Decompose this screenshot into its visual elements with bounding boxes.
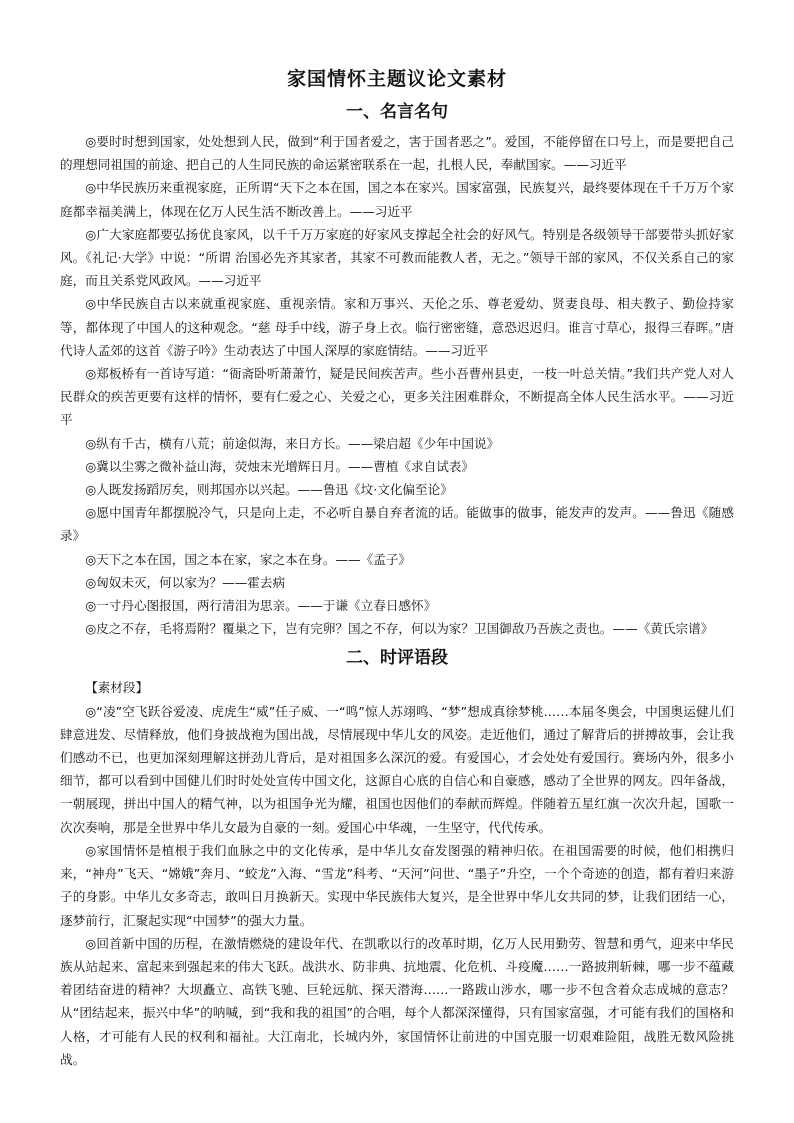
commentary-paragraph: ◎家国情怀是植根于我们血脉之中的文化传承，是中华儿女奋发图强的精神归依。在祖国需要的时候，他们相携归来，“神舟”飞天、“嫦娥”奔月、“蛟龙”入海、“雪龙”科考、“天河”问世、“墨子”升空，一个个奇迹的创造，都有着归来游子的身影。中华儿女多奇志，敢叫日月换新天。实现中华民族伟大复兴，是全世界中华儿女共同的梦，让我们团结一心，逐梦前行，汇聚起实现“中国梦”的强大力量。 <box>60 842 734 928</box>
quote-paragraph: ◎冀以尘雾之微补益山海，荧烛末光增辉日月。——曹植《求自试表》 <box>85 458 474 474</box>
document-title: 家国情怀主题议论文素材 <box>286 68 507 90</box>
quote-paragraph: ◎要时时想到国家，处处想到人民，做到“利于国者爱之，害于国者恶之”。爱国，不能停留在口号上，而是要把自己的理想同祖国的前途、把自己的人生同民族的命运紧密联系在一起，扎根人民，奉献国家。——习近平 <box>60 134 734 173</box>
quote-paragraph: ◎中华民族自古以来就重视家庭、重视亲情。家和万事兴、天伦之乐、尊老爱幼、贤妻良母、相夫教子、勤俭持家等，都体现了中国人的这种观念。“慈 母手中线，游子身上衣。临行密密缝，意恐迟迟归。谁言寸草心，报得三春晖。”唐代诗人孟郊的这首《游子吟》生动表达了中国人深厚的家庭情结。——习近平 <box>60 296 734 358</box>
quote-paragraph: ◎中华民族历来重视家庭，正所谓“天下之本在国，国之本在家兴。国家富强，民族复兴，最终要体现在千千万万个家庭都幸福美满上，体现在亿万人民生活不断改善上。——习近平 <box>60 180 734 219</box>
quote-paragraph: ◎纵有千古，横有八荒；前途似海，来日方长。——梁启超《少年中国说》 <box>85 435 500 451</box>
quote-paragraph: ◎一寸丹心图报国，两行清泪为思亲。——于谦《立春日感怀》 <box>85 598 437 614</box>
quote-paragraph: ◎郑板桥有一首诗写道：“衙斋卧听萧萧竹，疑是民间疾苦声。些小吾曹州县吏，一枝一叶总关情。”我们共产党人对人民群众的疾苦更要有这样的情怀，要有仁爱之心、关爱之心，更多关注困难群众，不断提高全体人民生活水平。——习近平 <box>60 366 734 428</box>
material-label: 【素材段】 <box>85 680 149 696</box>
quote-paragraph: ◎广大家庭都要弘扬优良家风，以千千万万家庭的好家风支撑起全社会的好风气。特别是各级领导干部要带头抓好家风。《礼记·大学》中说：“所谓 治国必先齐其家者，其家不可教而能教人者，无之。”领导干部的家风，不仅关系自己的家庭，而且关系党风政风。——习近平 <box>60 226 734 289</box>
section-heading-commentary: 二、时评语段 <box>346 648 448 669</box>
commentary-paragraph: ◎“凌”空飞跃谷爱凌、虎虎生“威”任子威、一“鸣”惊人苏翊鸣、“梦”想成真徐梦桃……本届冬奥会，中国奥运健儿们肆意进发、尽情释放，他们身披战袍为国出战，尽情展现中华儿女的风姿。走近他们，通过了解背后的拼搏故事，会让我们感动不已，也更加深刻理解这拼劲儿背后，是对祖国多么深沉的爱。有爱国心，才会处处有爱国行。赛场内外，很多小细节，都可以看到中国健儿们时时处处宣传中国文化，这源自心底的自信心和自豪感，感动了全世界的网友。四年备战，一朝展现，拼出中国人的精气神，以为祖国争光为耀，祖国也因他们的奉献而辉煌。伴随着五星红旗一次次升起，国歌一次次奏响，那是全世界中华儿女最为自豪的一刻。爱国心中华魂，一生坚守，代代传承。 <box>60 703 734 835</box>
commentary-paragraph: ◎回首新中国的历程，在激情燃烧的建设年代、在凯歌以行的改革时期，亿万人民用勤劳、智慧和勇气，迎来中华民族从站起来、富起来到强起来的伟大飞跃。战洪水、防非典、抗地震、化危机、斗疫魔……一路披荆斩棘，哪一步不蕴藏着团结奋进的精神？大坝矗立、高铁飞驰、巨轮远航、探天潜海……一路跋山涉水，哪一步不包含着众志成城的意志？从“团结起来，振兴中华”的呐喊，到“我和我的祖国”的合唱，每个人都深深懂得，只有国家富强，才可能有我们的国格和人格，才可能有人民的权利和福祉。大江南北，长城内外，家国情怀让前进的中国克服一切艰难险阻，战胜无数风险挑战。 <box>60 935 734 1067</box>
quote-paragraph: ◎匈奴未灭，何以家为？——霍去病 <box>85 574 286 590</box>
quote-paragraph: ◎皮之不存，毛将焉附？覆巢之下，岂有完卵？国之不存，何以为家？卫国御敌乃吾族之责也。——《黄氏宗谱》 <box>85 621 714 637</box>
document-page <box>60 66 734 1071</box>
section-heading-quotes: 一、名言名句 <box>346 102 448 122</box>
quote-paragraph: ◎人既发扬蹈厉矣，则邦国亦以兴起。——鲁迅《坟·文化偏至论》 <box>85 482 453 498</box>
quote-paragraph: ◎愿中国青年都摆脱冷气，只是向上走，不必听自暴自弃者流的话。能做事的做事，能发声的发声。——鲁迅《随感录》 <box>60 505 734 544</box>
quote-paragraph: ◎天下之本在国，国之本在家，家之本在身。——《孟子》 <box>85 551 412 567</box>
